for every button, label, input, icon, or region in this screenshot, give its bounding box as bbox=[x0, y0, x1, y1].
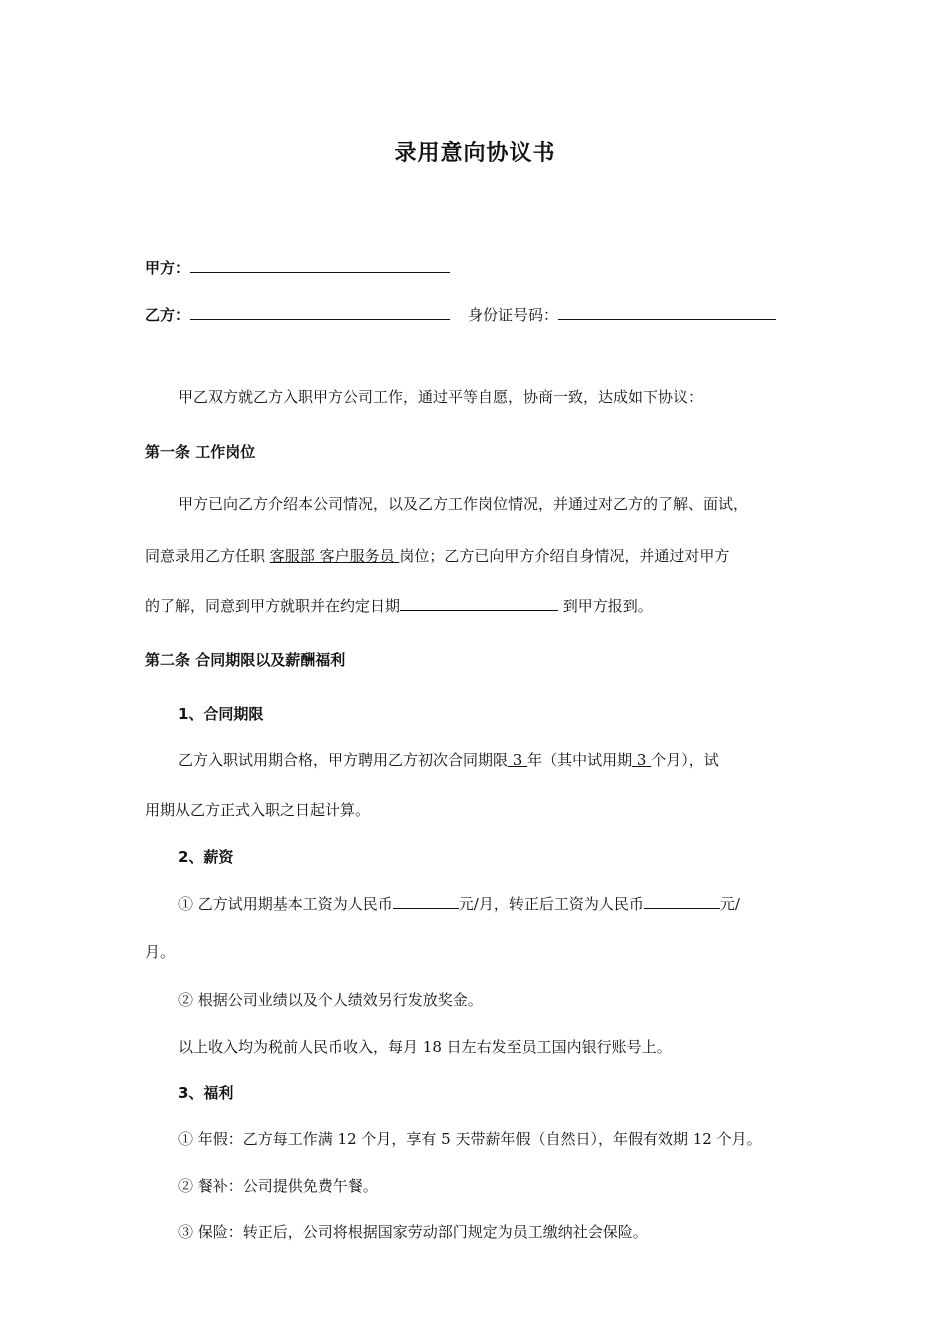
party-a-row bbox=[145, 257, 450, 278]
article1-line3 bbox=[145, 595, 653, 616]
bonus-line: ② 根据公司业绩以及个人绩效另行发放奖金。 bbox=[178, 991, 483, 1009]
probation-months-value: 3 bbox=[636, 751, 647, 769]
intro-paragraph: 甲乙双方就乙方入职甲方公司工作，通过平等自愿，协商一致，达成如下协议： bbox=[178, 388, 704, 406]
party-a-blank[interactable] bbox=[190, 257, 450, 273]
benefit-meal: ② 餐补：公司提供免费午餐。 bbox=[178, 1177, 378, 1195]
party-b-row bbox=[145, 304, 776, 325]
benefit-annual-leave: ① 年假：乙方每工作满 12 个月，享有 5 天带薪年假（自然日），年假有效期 12 个月。 bbox=[178, 1130, 762, 1148]
benefits-heading: 3、福利 bbox=[178, 1084, 234, 1102]
salary-heading: 2、薪资 bbox=[178, 848, 234, 866]
salary-text-c: 元/ bbox=[719, 895, 740, 913]
report-date-blank[interactable] bbox=[400, 595, 558, 611]
salary-text-b: 元/月，转正后工资为人民币 bbox=[458, 895, 644, 913]
article2-heading: 第二条 合同期限以及薪酬福利 bbox=[145, 651, 346, 669]
article1-line3-b: 到甲方报到。 bbox=[558, 597, 653, 615]
benefit-insurance: ③ 保险：转正后，公司将根据国家劳动部门规定为员工缴纳社会保险。 bbox=[178, 1223, 648, 1241]
contract-term-heading: 1、合同期限 bbox=[178, 705, 264, 723]
contract-term-line2: 用期从乙方正式入职之日起计算。 bbox=[145, 801, 371, 819]
article1-line2 bbox=[145, 546, 729, 566]
contract-term-text-b: 年（其中试用期 bbox=[527, 751, 633, 769]
salary-text-a: ① 乙方试用期基本工资为人民币 bbox=[178, 895, 393, 913]
contract-term-text-a: 乙方入职试用期合格，甲方聘用乙方初次合同期限 bbox=[178, 751, 509, 769]
article1-heading: 第一条 工作岗位 bbox=[145, 443, 256, 461]
department-value: 客服部 bbox=[269, 547, 315, 565]
document-title: 录用意向协议书 bbox=[394, 141, 556, 166]
article1-line2-b: 岗位；乙方已向甲方介绍自身情况，并通过对甲方 bbox=[399, 547, 730, 565]
regular-salary-blank[interactable] bbox=[644, 893, 720, 909]
id-number-blank[interactable] bbox=[558, 304, 776, 320]
contract-term-line1 bbox=[178, 750, 719, 770]
party-b-label: 乙方： bbox=[145, 306, 191, 324]
position-value: 客户服务员 bbox=[319, 547, 395, 565]
id-number-label: 身份证号码： bbox=[468, 306, 559, 324]
party-b-blank[interactable] bbox=[190, 304, 450, 320]
article1-line1: 甲方已向乙方介绍本公司情况，以及乙方工作岗位情况，并通过对乙方的了解、面试， bbox=[178, 495, 749, 513]
contract-term-text-c: 个月），试 bbox=[651, 751, 719, 769]
salary-line2: 月。 bbox=[145, 943, 176, 961]
contract-years-value: 3 bbox=[512, 751, 523, 769]
probation-salary-blank[interactable] bbox=[393, 893, 459, 909]
article1-line3-a: 的了解，同意到甲方就职并在约定日期 bbox=[145, 597, 401, 615]
salary-line1 bbox=[178, 893, 740, 914]
article1-line2-a: 同意录用乙方任职 bbox=[145, 547, 270, 565]
pay-note-line: 以上收入均为税前人民币收入，每月 18 日左右发至员工国内银行账号上。 bbox=[178, 1038, 672, 1056]
party-a-label: 甲方： bbox=[145, 259, 191, 277]
